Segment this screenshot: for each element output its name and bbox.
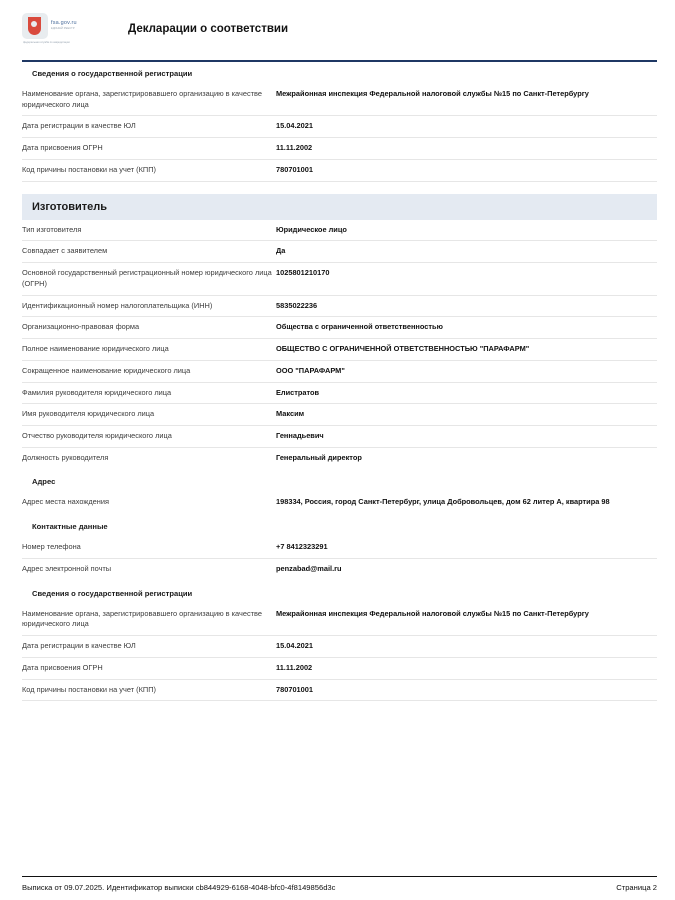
field-label: Отчество руководителя юридического лица [22, 426, 276, 448]
field-label: Сокращенное наименование юридического лица [22, 360, 276, 382]
field-label: Должность руководителя [22, 452, 109, 462]
table-row [22, 447, 657, 468]
field-label: Идентификационный номер налогоплательщика (ИНН) [22, 295, 276, 317]
table-row [22, 220, 657, 241]
table-row [22, 558, 657, 579]
table-row [22, 263, 657, 295]
table-row [22, 317, 657, 339]
field-value: Юридическое лицо [276, 220, 657, 241]
field-label: Наименование органа, зарегистрировавшего организацию в качестве юридического лица [22, 604, 276, 636]
section-heading-manufacturer: Изготовитель [22, 194, 657, 220]
footer-page-number: Страница 2 [616, 883, 657, 892]
table-row [22, 159, 657, 181]
field-value: 11.11.2002 [276, 138, 657, 160]
document-footer [0, 876, 675, 900]
contacts-subheading: Контактные данные [32, 522, 108, 532]
field-label: Наименование органа, зарегистрировавшего организацию в качестве юридического лица [22, 84, 276, 116]
field-label: Код причины постановки на учет (КПП) [22, 159, 276, 181]
field-label: Адрес места нахождения [22, 497, 109, 507]
contacts-table [22, 537, 657, 579]
table-row [22, 241, 657, 263]
footer-row [22, 883, 657, 892]
field-value: 5835022236 [276, 295, 657, 317]
field-value: ОБЩЕСТВО С ОГРАНИЧЕННОЙ ОТВЕТСТВЕННОСТЬЮ "ПАРАФАРМ" [276, 339, 657, 361]
field-value: Общества с ограниченной ответственностью [276, 317, 657, 339]
field-label: Дата присвоения ОГРН [22, 138, 276, 160]
manufacturer-table [22, 220, 657, 469]
field-value: Да [276, 241, 657, 263]
table-row [22, 636, 657, 658]
table-row [22, 138, 657, 160]
field-value: 198334, Россия, город Санкт-Петербург, улица Добровольцев, дом 62 литер А, квартира 98 [276, 497, 610, 507]
field-value: Генеральный директор [276, 452, 362, 462]
field-label: Имя руководителя юридического лица [22, 404, 276, 426]
field-value: 780701001 [276, 679, 657, 701]
field-label: Дата регистрации в качестве ЮЛ [22, 636, 276, 658]
table-row [22, 604, 657, 636]
table-row [22, 116, 657, 138]
table-row [22, 404, 657, 426]
field-value: 780701001 [276, 159, 657, 181]
field-value: penzabad@mail.ru [276, 563, 342, 573]
logo-text [51, 21, 77, 31]
table-row [22, 537, 657, 558]
field-value: Межрайонная инспекция Федеральной налоговой службы №15 по Санкт-Петербургу [276, 604, 657, 636]
field-value: Межрайонная инспекция Федеральной налоговой службы №15 по Санкт-Петербургу [276, 84, 657, 116]
field-value: 11.11.2002 [276, 657, 657, 679]
fsa-emblem-icon [22, 13, 48, 39]
address-table [22, 492, 657, 513]
footer-divider [22, 876, 657, 877]
table-row [22, 657, 657, 679]
field-label: Основной государственный регистрационный номер юридического лица (ОГРН) [22, 263, 276, 295]
field-label: Адрес электронной почты [22, 563, 112, 573]
field-label: Код причины постановки на учет (КПП) [22, 679, 276, 701]
logo-caption: федеральная служба по аккредитации [23, 41, 70, 45]
field-label: Полное наименование юридического лица [22, 339, 276, 361]
field-value: Геннадьевич [276, 426, 657, 448]
field-label: Дата регистрации в качестве ЮЛ [22, 116, 276, 138]
address-subheading: Адрес [32, 477, 56, 487]
table-row [22, 84, 657, 116]
field-label: Фамилия руководителя юридического лица [22, 382, 276, 404]
top-registration-subheading: Сведения о государственной регистрации [32, 69, 193, 78]
fsa-logo [22, 13, 88, 45]
logo-row [22, 13, 77, 39]
footer-extract-info: Выписка от 09.07.2025. Идентификатор выписки cb844929-6168-4048-bfc0-4f8149856d3c [22, 883, 336, 892]
document-header [0, 0, 675, 60]
table-row [22, 382, 657, 404]
table-row [22, 492, 657, 513]
table-row [22, 339, 657, 361]
field-value: 1025801210170 [276, 263, 657, 295]
table-row [22, 295, 657, 317]
field-value: ООО "ПАРАФАРМ" [276, 360, 657, 382]
field-value: 15.04.2021 [276, 116, 657, 138]
field-label: Тип изготовителя [22, 220, 276, 241]
logo-secondary-text: ЕДИНЫЙ РЕЕСТР [51, 27, 75, 31]
field-label: Номер телефона [22, 537, 276, 558]
top-registration-table [22, 84, 657, 182]
registration-table [22, 604, 657, 702]
field-label: Дата присвоения ОГРН [22, 657, 276, 679]
field-value: +7 8412323291 [276, 537, 657, 558]
field-label: Совпадает с заявителем [22, 241, 276, 263]
field-value: 15.04.2021 [276, 636, 657, 658]
table-row [22, 679, 657, 701]
table-row [22, 360, 657, 382]
page-title: Декларации о соответствии [128, 23, 289, 35]
document-content [0, 62, 675, 900]
field-value: Елистратов [276, 382, 657, 404]
field-label: Организационно-правовая форма [22, 317, 276, 339]
field-value: Максим [276, 404, 657, 426]
registration-subheading: Сведения о государственной регистрации [32, 588, 193, 598]
logo-primary-text: fsa.gov.ru [51, 20, 77, 27]
table-row [22, 426, 657, 448]
